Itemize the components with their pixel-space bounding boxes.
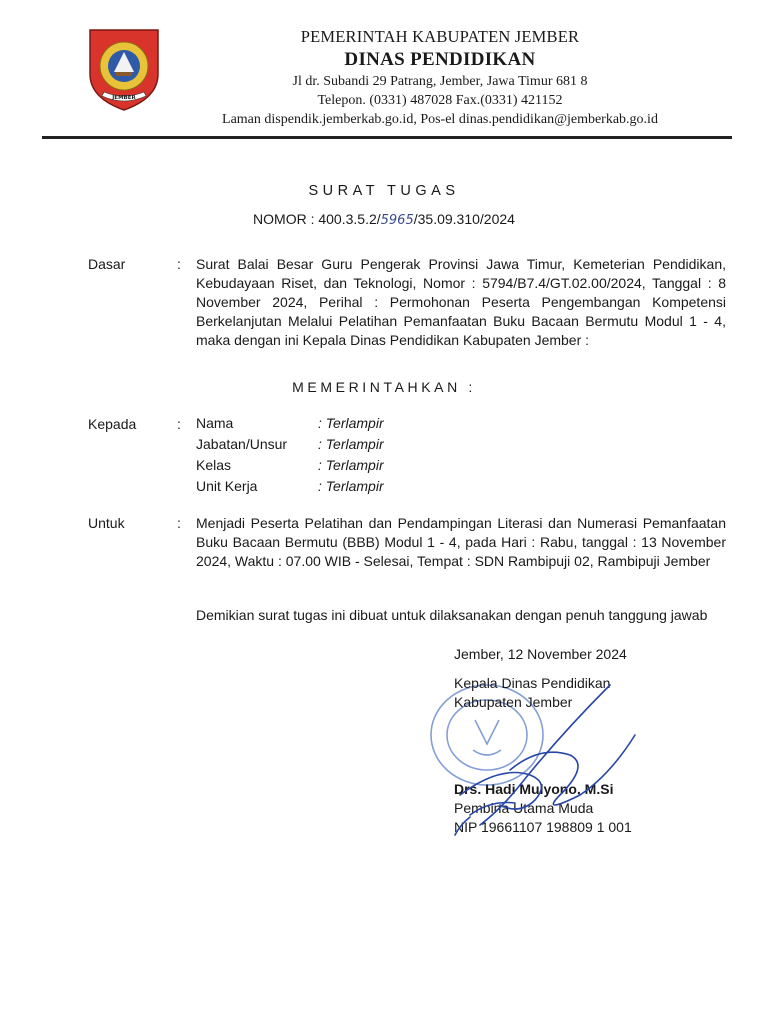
letterhead-government: PEMERINTAH KABUPATEN JEMBER	[300, 27, 580, 46]
untuk-label: Untuk	[88, 515, 125, 531]
field-value-nama: : Terlampir	[318, 415, 384, 431]
untuk-text: Menjadi Peserta Pelatihan dan Pendampingan Literasi dan Numerasi Pemanfaatan Buku Bacaan Bermutu (BBB) Modul 1 - 4, pada Hari : Rabu, tanggal : 13 November 2024, Waktu : 07.00 WIB - Selesai, Tempat : SDN Rambipuji 02, Rambipuji Jember	[196, 515, 726, 569]
field-value-jabatan: : Terlampir	[318, 436, 384, 452]
signatory-name-text: Drs. Hadi Mulyono, M.Si	[454, 781, 614, 797]
handwritten-signature-icon	[440, 675, 650, 845]
document-number	[0, 211, 768, 228]
signature-position-1: Kepala Dinas Pendidikan	[454, 675, 611, 691]
letterhead-address: Jl dr. Subandi 29 Patrang, Jember, Jawa Timur 681 8	[292, 74, 588, 89]
jember-regency-emblem-icon	[86, 26, 162, 112]
field-name-kelas: Kelas	[196, 457, 232, 473]
signature-position-2: Kabupaten Jember	[454, 694, 573, 710]
number-handwritten: 5965	[380, 213, 414, 228]
field-value-kelas: : Terlampir	[318, 457, 384, 473]
closing-text: Demikian surat tugas ini dibuat untuk dilaksanakan dengan penuh tanggung jawab	[196, 607, 708, 623]
letterhead-phone: Telepon. (0331) 487028 Fax.(0331) 421152	[317, 93, 563, 108]
signature-place-date: Jember, 12 November 2024	[454, 646, 627, 662]
field-value-unit-kerja: : Terlampir	[318, 478, 384, 494]
document-title: SURAT TUGAS	[308, 183, 460, 199]
field-name-jabatan: Jabatan/Unsur	[196, 436, 288, 452]
letterhead-web-email: Laman dispendik.jemberkab.go.id, Pos-el dinas.pendidikan@jemberkab.go.id	[222, 112, 658, 127]
letterhead-divider	[42, 136, 732, 139]
number-prefix: NOMOR : 400.3.5.2/	[253, 211, 381, 227]
signatory-rank: Pembina Utama Muda	[454, 800, 594, 816]
field-name-nama: Nama	[196, 415, 234, 431]
kepada-colon: :	[177, 416, 181, 432]
dasar-colon: :	[177, 256, 181, 272]
letterhead	[190, 26, 690, 129]
signatory-nip: NIP 19661107 198809 1 001	[454, 819, 632, 835]
number-suffix: /35.09.310/2024	[413, 211, 515, 227]
field-name-unit-kerja: Unit Kerja	[196, 478, 258, 494]
dasar-text: Surat Balai Besar Guru Pengerak Provinsi Jawa Timur, Kemeterian Pendidikan, Kebudayaan Riset, dan Teknologi, Nomor : 5794/B7.4/GT.02.00/2024, Tanggal : 8 November 2024, Perihal : Permohonan Peserta Pengembangan Kompetensi Berkelanjutan Melalui Pelatihan Pemanfaatan Buku Bacaan Bermutu Modul 1 - 4, maka dengan ini Kepala Dinas Pendidikan Kabupaten Jember :	[196, 256, 726, 348]
letterhead-agency: DINAS PENDIDIKAN	[344, 49, 536, 70]
dasar-label: Dasar	[88, 256, 126, 272]
svg-text:JEMBER: JEMBER	[112, 95, 136, 101]
memerintahkan-heading: MEMERINTAHKAN :	[292, 379, 476, 395]
untuk-colon: :	[177, 515, 181, 531]
kepada-label: Kepada	[88, 416, 137, 432]
